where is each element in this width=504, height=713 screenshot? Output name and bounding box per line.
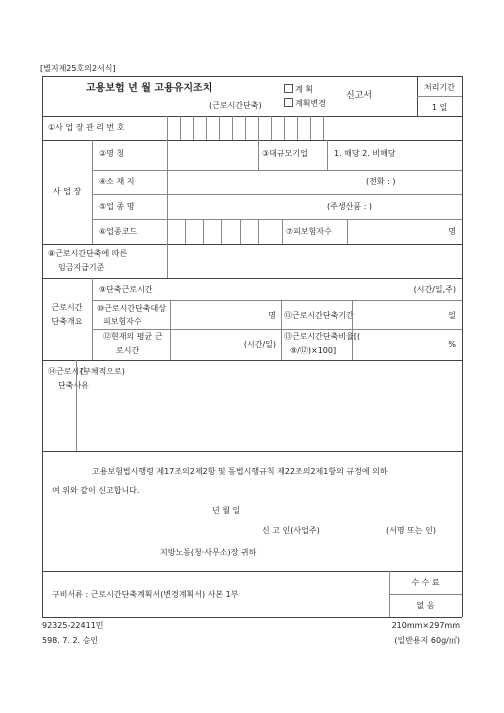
reporter-label: 신 고 인(사업주) bbox=[262, 526, 320, 535]
industry-name-label: ⑤업 종 명 bbox=[99, 202, 135, 211]
industry-code-label: ⑥업종코드 bbox=[99, 227, 138, 236]
target-count-label-1: ⑩근로시간단축대상 bbox=[97, 304, 166, 313]
frame-left bbox=[42, 76, 43, 617]
row-industry-bottom bbox=[92, 219, 462, 220]
manage-no-cell-divider bbox=[245, 116, 246, 140]
avg-hours-label-1: ⑫현재의 평균 근 bbox=[103, 332, 163, 341]
reduction-section-label-2: 단축개요 bbox=[51, 317, 83, 326]
industry-code-cell-divider bbox=[203, 219, 204, 244]
frame-bottom bbox=[42, 617, 462, 618]
manage-no-cell-divider bbox=[271, 116, 272, 140]
target-count-unit: 명 bbox=[268, 311, 276, 320]
report-label: 신고서 bbox=[346, 91, 373, 101]
period-right-divider bbox=[352, 300, 353, 360]
avg-hours-label-2: 로시간 bbox=[116, 346, 140, 355]
hours-row-bottom bbox=[92, 300, 462, 301]
business-label-divider bbox=[167, 140, 168, 244]
business-section-label: 사 업 장 bbox=[52, 187, 82, 196]
reduction-section-divider bbox=[92, 278, 93, 360]
reduced-hours-label: ⑨단축근로시간 bbox=[99, 285, 153, 294]
reduction-section-bottom bbox=[42, 360, 462, 361]
reduced-hours-unit: (시간/일,주) bbox=[413, 285, 456, 294]
manage-no-cell-divider bbox=[258, 116, 259, 140]
paper-size: 210mm×297mm bbox=[391, 621, 460, 630]
fee-label: 수 수 료 bbox=[411, 578, 440, 587]
insured-divider bbox=[347, 219, 348, 244]
manage-no-cell-divider bbox=[193, 116, 194, 140]
insured-count-label: ⑦피보험자수 bbox=[286, 227, 332, 236]
manage-no-divider bbox=[167, 116, 168, 140]
manage-no-cell-divider bbox=[297, 116, 298, 140]
code-end-divider bbox=[282, 219, 283, 244]
checkbox-icon bbox=[284, 98, 293, 107]
phone-field[interactable]: (전화 : ) bbox=[366, 177, 396, 186]
reason-divider bbox=[76, 360, 77, 451]
reduction-ratio-label-2: ⑨/⑫)×100] bbox=[290, 346, 337, 355]
fee-value: 없 음 bbox=[416, 601, 435, 610]
reduction-ratio-label-1: ⑬근로시간단축비율[( bbox=[284, 332, 361, 341]
address-label: ④소 재 지 bbox=[99, 177, 135, 186]
wage-criteria-label-1: ⑧근로시간단축에 따른 bbox=[48, 249, 128, 258]
approval-date: 598. 7. 2. 승인 bbox=[42, 636, 99, 645]
manage-no-cell-divider bbox=[180, 116, 181, 140]
manage-no-label: ①사 업 장 관 리 번 호 bbox=[48, 123, 125, 132]
declaration-bottom bbox=[42, 571, 462, 572]
row-name-bottom bbox=[92, 170, 462, 171]
reason-hint[interactable]: (구체적으로) bbox=[80, 367, 125, 376]
manage-no-cell-divider bbox=[219, 116, 220, 140]
row1-bottom bbox=[42, 140, 462, 141]
option-change[interactable]: 계획변경 bbox=[284, 98, 326, 109]
declaration-date[interactable]: 년 월 일 bbox=[212, 506, 241, 515]
large-divider bbox=[327, 140, 328, 170]
form-subtitle: (근로시간단축) bbox=[209, 101, 262, 110]
industry-code-cell-divider bbox=[221, 219, 222, 244]
frame-right bbox=[462, 76, 463, 617]
form-title: 고용보험 년 월 고용유지조치 bbox=[86, 83, 213, 94]
reduction-ratio-unit: % bbox=[448, 340, 456, 349]
manage-no-cell-divider bbox=[284, 116, 285, 140]
form-code: 92325-22411민 bbox=[42, 621, 104, 630]
target-row-bottom bbox=[92, 329, 462, 330]
insured-unit: 명 bbox=[448, 227, 456, 236]
reduction-section-label-1: 근로시간 bbox=[51, 303, 83, 312]
reduction-period-label: ⑪근로시간단축기간 bbox=[284, 311, 354, 320]
declaration-text-2: 여 위와 같이 신고합니다. bbox=[52, 486, 140, 495]
wage-row-bottom bbox=[42, 278, 462, 279]
business-name-label: ②명 칭 bbox=[99, 149, 125, 158]
reduction-period-unit: 일 bbox=[448, 311, 456, 320]
addressee: 지방노동(청·사무소)장 귀하 bbox=[160, 548, 257, 557]
manage-no-cell-divider bbox=[310, 116, 311, 140]
paper-weight: (일반용지 60g/㎡) bbox=[394, 636, 460, 645]
required-documents: 구비서류 : 근로시간단축계획서(변경계획서) 사본 1부 bbox=[52, 590, 239, 599]
processing-label: 처리기간 bbox=[424, 83, 455, 92]
target-count-label-2: 피보험자수 bbox=[103, 317, 142, 326]
form-number: [별지제25호의2서식] bbox=[40, 64, 116, 73]
row-address-bottom bbox=[92, 194, 462, 195]
processing-mid-line bbox=[417, 96, 462, 97]
large-company-label: ③대규모기업 bbox=[262, 149, 308, 158]
industry-code-cell-divider bbox=[185, 219, 186, 244]
business-section-divider bbox=[92, 140, 93, 244]
reason-label-1: ⑭근로시간 bbox=[48, 367, 87, 376]
name-divider bbox=[258, 140, 259, 170]
large-company-options[interactable]: 1. 해당 2. 비해당 bbox=[334, 149, 396, 158]
processing-value: 1 일 bbox=[431, 103, 448, 112]
wage-divider bbox=[167, 244, 168, 278]
checkbox-icon bbox=[284, 84, 293, 93]
industry-code-cell-divider bbox=[240, 219, 241, 244]
header-bottom-line bbox=[42, 116, 462, 117]
period-left-divider bbox=[281, 300, 282, 360]
frame-top bbox=[42, 76, 462, 77]
avg-hours-unit: (시간/일) bbox=[243, 340, 276, 349]
signature-label[interactable]: (서명 또는 인) bbox=[386, 526, 436, 535]
reason-bottom bbox=[42, 451, 462, 452]
manage-no-cell-divider bbox=[232, 116, 233, 140]
target-label-divider bbox=[170, 300, 171, 360]
main-product-field[interactable]: (주생산품 : ) bbox=[327, 202, 372, 211]
manage-no-cell-divider bbox=[323, 116, 324, 140]
fee-mid-line bbox=[389, 594, 462, 595]
declaration-text-1: 고용보험법시행령 제17조의2제2항 및 동법시행규칙 제22조의2제1항의 규정에 의하 bbox=[92, 467, 388, 476]
reason-label-2: 단축사유 bbox=[58, 381, 89, 390]
business-section-bottom bbox=[42, 244, 462, 245]
manage-no-cell-divider bbox=[206, 116, 207, 140]
wage-criteria-label-2: 임금지급기준 bbox=[58, 263, 105, 272]
industry-code-cell-divider bbox=[258, 219, 259, 244]
option-plan[interactable]: 계 획 bbox=[284, 84, 313, 95]
